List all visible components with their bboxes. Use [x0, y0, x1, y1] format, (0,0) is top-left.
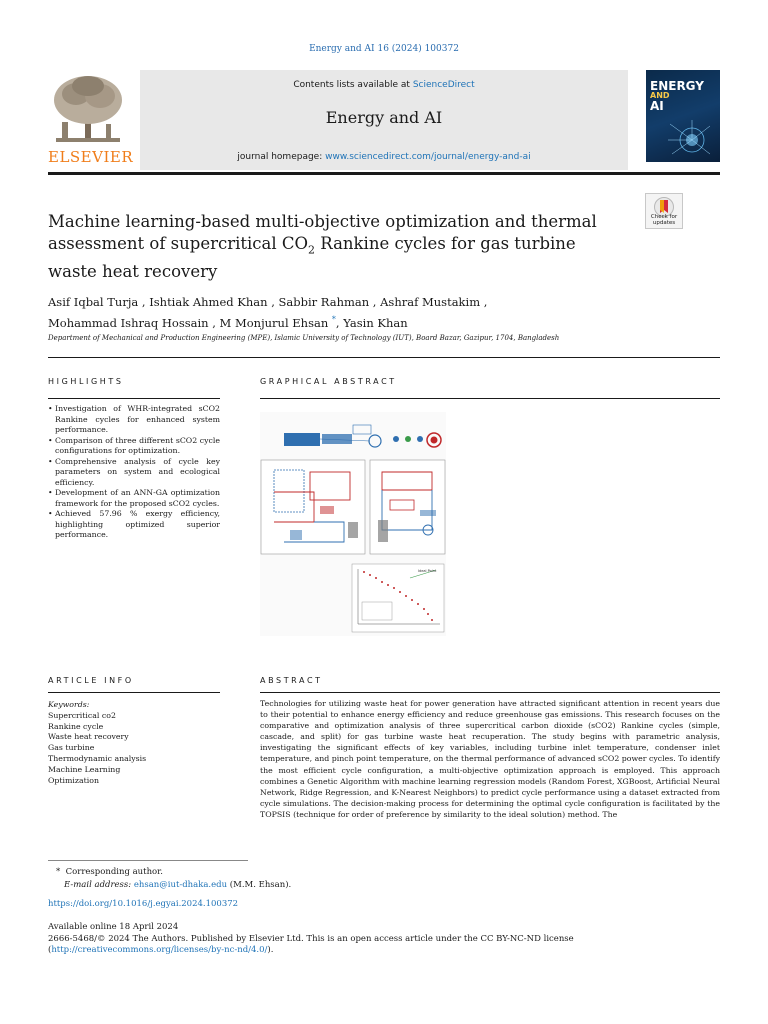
crossmark-label-line2: updates: [652, 220, 676, 226]
check-for-updates-button[interactable]: [645, 193, 683, 229]
doi-link[interactable]: https://doi.org/10.1016/j.egyai.2024.100372: [48, 899, 239, 909]
elsevier-logo: [48, 72, 134, 168]
keyword-item: Optimization: [48, 775, 99, 785]
affiliation: Department of Mechanical and Production Engineering (MPE), Islamic University of Technology (IUT), Board Bazar, Gazipur, 1704, Bangladesh: [48, 334, 560, 342]
workflow-block-1: [284, 433, 320, 446]
cover-title: [650, 80, 704, 112]
license-link[interactable]: http://creativecommons.org/licenses/by-nc-nd/4.0/: [51, 945, 268, 955]
journal-title: Energy and AI: [325, 108, 443, 127]
corresponding-label: Corresponding author.: [65, 867, 163, 877]
highlight-item: • Comprehensive analysis of cycle key parameters on system and ecological efficiency.: [48, 457, 220, 489]
pareto-front-plot: [352, 564, 444, 632]
journal-masthead: [48, 70, 720, 170]
highlight-item: • Achieved 57.96 % exergy efficiency, highlighting optimized superior performance.: [48, 509, 220, 541]
cover-graphic: [668, 120, 712, 156]
simple-cycle-schematic: [261, 460, 365, 554]
keywords-label: Keywords:: [48, 700, 90, 709]
ideal-point-label: Ideal Point: [418, 569, 437, 573]
email-link[interactable]: ehsan@iut-dhaka.edu: [133, 879, 228, 890]
highlight-item: • Investigation of WHR-integrated sCO2 Rankine cycles for enhanced system performance.: [48, 404, 220, 436]
homepage-line: [140, 152, 628, 162]
highlights-heading: HIGHLIGHTS: [48, 377, 124, 386]
workflow-note: [353, 425, 371, 434]
authors-line-2-b: , Yasin Khan: [335, 315, 408, 330]
keyword-item: Machine Learning: [48, 764, 121, 774]
corresponding-footnote: [48, 866, 720, 879]
corresponding-author-mark[interactable]: *: [331, 315, 336, 324]
highlight-item: • Comparison of three different sCO2 cycle configurations for optimization.: [48, 436, 220, 457]
abstract-rule: [260, 692, 720, 693]
elsevier-tree-emblem: [48, 72, 128, 146]
homepage-prefix: journal homepage:: [237, 152, 326, 162]
highlight-item: • Development of an ANN-GA optimization framework for the proposed sCO2 cycles.: [48, 488, 220, 509]
authors-line-2: [48, 311, 648, 332]
keyword-item: Waste heat recovery: [48, 732, 129, 742]
target-center-icon: [431, 437, 438, 444]
footnote-rule: [48, 860, 248, 861]
article-title: [48, 211, 608, 283]
masthead-rule: [48, 172, 720, 175]
highlights-rule: [48, 398, 220, 399]
sciencedirect-link[interactable]: ScienceDirect: [412, 80, 475, 90]
keyword-item: Gas turbine: [48, 743, 95, 753]
abstract-text: Technologies for utilizing waste heat for power generation have attracted significant attention in recent years due to their potential to enhance energy efficiency and reduce greenhouse gas emissions. This research focuses on the comparative and optimization analysis of three supercritical carbon dioxide (sCO2) Rankine cycles (simple, cascade, and split) for gas turbine waste heat recuperation. The study begins with parametric analysis, investigating the significant effects of key variables, including turbine inlet temperature, condenser inlet temperature, and pinch point temperature, on the thermal performance of advanced sCO2 power cycles. To identify the most efficient cycle configuration, a multi-objective optimization approach is employed. This approach combines a Genetic Algorithm with machine learning regression models (Random Forest, XGBoost, Artificial Neural Network, Ridge Regression, and K-Nearest Neighbors) to predict cycle performance using a dataset extracted from cycle simulations. The decision-making process for determining the optimal cycle configuration is facilitated by the TOPSIS (technique for order of preference by similarity to the ideal solution) method. The: [260, 699, 720, 819]
email-line: [48, 879, 720, 892]
crossmark-label-line1: Check for: [650, 214, 678, 220]
title-part-2: Rankine cycles for gas turbine waste heat recovery: [48, 234, 576, 282]
availability-block: [48, 922, 720, 957]
cover-line-and: AND: [650, 91, 670, 100]
footnote: [48, 866, 720, 891]
authors-line-2-a: Mohammad Ishraq Hossain , M Monjurul Ehsan: [48, 315, 332, 330]
author-list: [48, 293, 648, 332]
abstract-heading: ABSTRACT: [260, 676, 323, 685]
workflow-cycle-icon: [369, 435, 381, 447]
cover-line-energy: ENERGY: [650, 79, 704, 93]
graphical-abstract-rule: [260, 398, 720, 399]
workflow-node-icon: [393, 436, 399, 442]
article-info-heading: ARTICLE INFO: [48, 676, 134, 685]
keyword-item: Rankine cycle: [48, 721, 104, 731]
license-suffix: ).: [267, 945, 274, 955]
keyword-item: Thermodynamic analysis: [48, 753, 147, 763]
workflow-node-icon: [405, 436, 411, 442]
keywords-block: [48, 700, 220, 786]
graphical-abstract-figure[interactable]: [260, 412, 446, 636]
authors-line-1: Asif Iqbal Turja , Ishtiak Ahmed Khan , Sabbir Rahman , Ashraf Mustakim ,: [48, 295, 488, 309]
journal-cover-thumbnail[interactable]: [646, 70, 720, 162]
footnote-mark: *: [56, 867, 61, 877]
graphical-abstract-heading: GRAPHICAL ABSTRACT: [260, 377, 397, 386]
cover-line-ai: AI: [650, 99, 664, 113]
email-label: E-mail address:: [64, 879, 134, 890]
license-prefix: 2666-5468/© 2024 The Authors. Published by Elsevier Ltd. This is an open access article under the CC BY-NC-ND license (: [48, 933, 574, 955]
title-subscript: 2: [308, 243, 316, 257]
running-head: Energy and AI 16 (2024) 100372: [309, 44, 459, 54]
license-line: [48, 934, 720, 957]
crossmark-label: [646, 214, 682, 226]
email-suffix: (M.M. Ehsan).: [227, 879, 292, 890]
highlights-list: [48, 404, 220, 541]
publisher-name: ELSEVIER: [48, 148, 134, 166]
title-part-1: Machine learning-based multi-objective optimization and thermal assessment of supercritical CO: [48, 212, 597, 253]
keyword-item: Supercritical co2: [48, 710, 116, 720]
journal-homepage-link[interactable]: www.sciencedirect.com/journal/energy-and-ai: [325, 152, 531, 162]
workflow-node-icon: [417, 436, 423, 442]
contents-prefix: Contents lists available at: [293, 80, 413, 90]
journal-banner: [140, 70, 628, 170]
available-online: Available online 18 April 2024: [48, 922, 179, 932]
article-info-rule: [48, 692, 220, 693]
contents-line: [140, 80, 628, 90]
graphical-abstract-image: [260, 412, 446, 636]
header-divider: [48, 357, 720, 358]
